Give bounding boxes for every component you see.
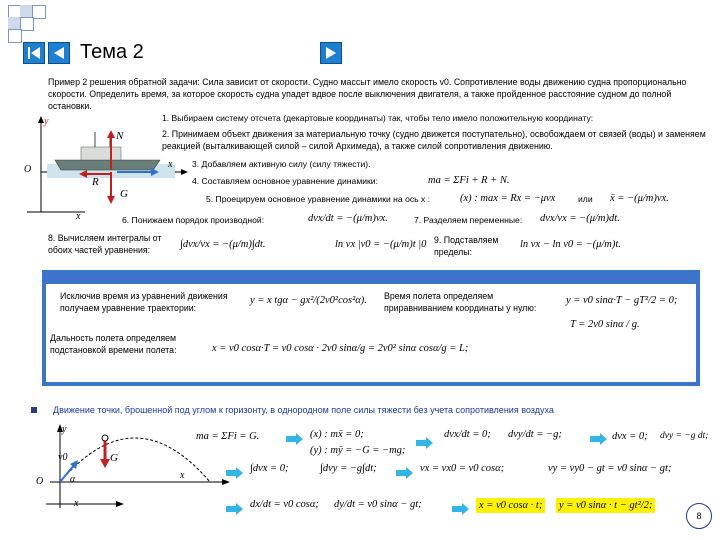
arrow-icon — [226, 466, 243, 478]
back-icon — [49, 43, 69, 63]
formula-flight-time: T = 2v0 sinα / g. — [570, 319, 640, 330]
formula-vx: vx = vx0 = v0 cosα; — [420, 463, 505, 474]
formula-limits-ln: ln vx |v0 = −(μ/m)t |0 — [335, 239, 427, 250]
force-n-label: N — [116, 130, 124, 142]
formula-proj-x: (x) : mẍ = 0; — [310, 429, 364, 440]
step-4: 4. Составляем основное уравнение динамики: — [192, 176, 378, 186]
overlay-range-text: Дальность полета определяем подстановкой времени полета: — [50, 333, 177, 355]
step-2: 2. Принимаем объект движения за материальную точку (судно движется поступательно), освобождаем от связей (воды) и заменяем реакцией (выталкивающей силой – силой Архимеда), а также силой сопротивления движению. — [162, 129, 706, 151]
axis-x-label: x — [76, 211, 81, 222]
proj-x-label: x — [180, 470, 185, 481]
deco-square — [8, 17, 20, 29]
origin-label: O — [24, 164, 32, 175]
step-8: 8. Вычисляем интегралы от обоих частей уравнения: — [48, 233, 162, 255]
axis-y-label: y — [44, 116, 49, 127]
first-slide-button[interactable] — [23, 42, 45, 64]
formula-projection: (x) : max = Rx = −μvx — [460, 193, 556, 204]
axis-x-label: x — [168, 159, 173, 170]
arrow-icon — [396, 466, 413, 478]
proj-origin-label: O — [36, 476, 44, 487]
formula-int-vy: ∫dvy = −g∫dt; — [320, 463, 377, 474]
formula-integrals: ∫dvx/vx = −(μ/m)∫dt. — [180, 239, 266, 250]
deco-square — [8, 29, 22, 43]
formula-dvy-dt: dvy/dt = −g; — [508, 429, 562, 440]
formula-dy-dt: dy/dt = v0 sinα − gt; — [334, 499, 422, 510]
deco-square — [32, 5, 46, 19]
step-5-or: или — [578, 194, 593, 204]
step-6: 6. Понижаем порядок производной: — [122, 215, 265, 225]
prev-slide-button[interactable] — [48, 42, 70, 64]
proj-x2-label: x — [74, 498, 79, 509]
formula-trajectory: y = x tgα − gx²/(2v0²cos²α). — [250, 295, 367, 306]
formula-projection-alt: ẍ = −(μ/m)vx. — [610, 193, 669, 204]
bullet-heading: Движение точки, брошенной под углом к горизонту, в однородном поле силы тяжести без учета сопротивления воздуха — [53, 405, 554, 415]
step-3: 3. Добавляем активную силу (силу тяжести). — [192, 159, 371, 169]
force-r-label: R — [92, 176, 99, 188]
step-7: 7. Разделяем переменные: — [414, 215, 523, 225]
step-5: 5. Проецируем основное уравнение динамики на ось x : — [206, 194, 431, 204]
forward-icon — [321, 43, 341, 63]
proj-y-label: y — [62, 424, 67, 435]
formula-proj-main: ma = ΣFi = G. — [196, 431, 260, 442]
arrow-icon — [226, 502, 243, 514]
force-g-label: G — [120, 188, 128, 200]
page-title: Тема 2 — [80, 41, 144, 63]
bullet-icon — [31, 407, 37, 413]
formula-range: x = v0 cosα·T = v0 cosα · 2v0 sinα/g = 2v0² sinα cosα/g = L; — [212, 343, 469, 354]
arrow-icon — [452, 502, 469, 514]
formula-dvy: dvy = −g dt; — [660, 431, 709, 441]
next-slide-button[interactable] — [320, 42, 342, 64]
formula-dvx: dvx = 0; — [612, 431, 648, 442]
formula-dvx-dt: dvx/dt = 0; — [444, 429, 491, 440]
proj-v0-label: v0 — [58, 452, 68, 463]
arrow-icon — [286, 432, 303, 444]
overlay-trajectory-text: Исключив время из уравнений движения получаем уравнение траектории: — [60, 291, 228, 313]
formula-y-t: y = v0 sinα · t − gt²/2; — [556, 498, 655, 513]
formula-x-t: x = v0 cosα · t; — [476, 498, 545, 513]
step-1: 1. Выбираем систему отсчета (декартовые координаты) так, чтобы тело имело положительную координату: — [162, 113, 594, 123]
proj-g-label: G — [110, 452, 118, 464]
arrow-icon — [416, 436, 433, 448]
formula-reduced-order: dvx/dt = −(μ/m)vx. — [308, 213, 388, 224]
formula-vy: vy = vy0 − gt = v0 sinα − gt; — [548, 463, 672, 474]
formula-main-eq: ma = ΣFi + R + N. — [428, 175, 510, 186]
page-number: 8 — [696, 511, 702, 521]
skip-back-icon — [24, 43, 44, 63]
formula-separated: dvx/vx = −(μ/m)dt. — [540, 213, 620, 224]
example-text: Пример 2 решения обратной задачи: Сила зависит от скорости. Судно массыт имело скорость v0. Сопротивление воды движению судна пропорционально скорости. Определить время, за которое скорость судна упадет вдвое после выключения двигателя, а также пройденное расстояние судном до полной остановки. — [48, 77, 687, 111]
formula-proj-y: (y) : mÿ = −G = −mg; — [310, 445, 406, 456]
formula-int-vx: ∫dvx = 0; — [250, 463, 289, 474]
step-9: 9. Подставляем пределы: — [434, 235, 499, 257]
deco-square — [20, 5, 32, 17]
proj-alpha-label: α — [70, 474, 76, 485]
formula-y-zero: y = v0 sinα·T − gT²/2 = 0; — [566, 295, 678, 306]
deco-square — [20, 17, 34, 31]
formula-ln-result: ln vx − ln v0 = −(μ/m)t. — [520, 239, 621, 250]
page-number-badge — [686, 503, 712, 529]
formula-dx-dt: dx/dt = v0 cosα; — [250, 499, 319, 510]
arrow-icon — [590, 432, 607, 444]
overlay-flight-time-text: Время полета определяем приравниванием координаты y нулю: — [384, 291, 537, 313]
